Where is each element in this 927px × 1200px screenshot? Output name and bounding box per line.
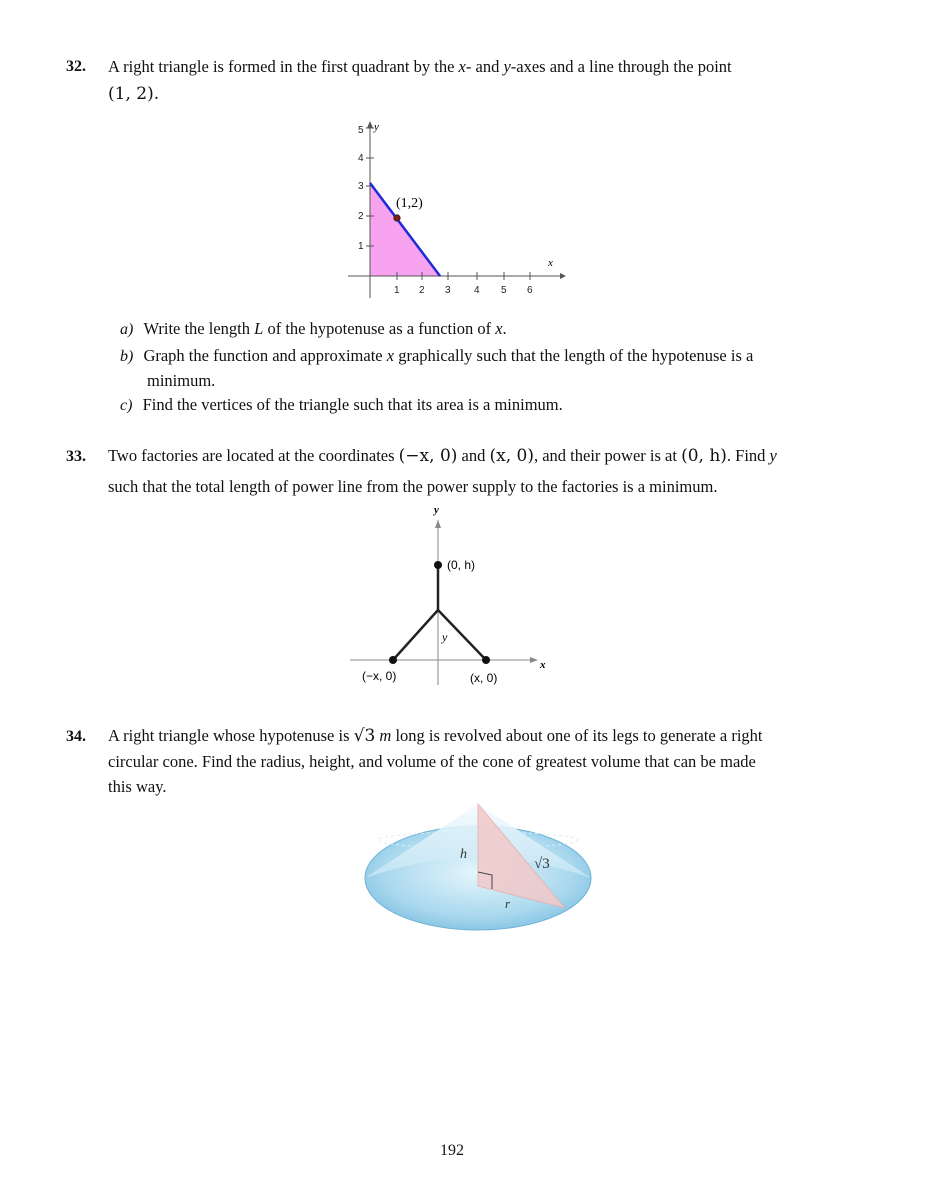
part-b: b) Graph the function and approximate x graphically such that the length of the hypotenuse is a [120, 346, 754, 365]
r-label: r [505, 896, 511, 911]
x-tick-labels [394, 285, 533, 296]
page-number: 192 [440, 1142, 464, 1159]
x-axis-arrow [560, 273, 566, 279]
part-c-label: c) [120, 397, 133, 414]
y-segment-label: y [442, 630, 448, 644]
x-tick-2: 2 [419, 285, 425, 296]
y-tick-3: 3 [358, 181, 364, 192]
part-b-line2: minimum. [147, 371, 216, 390]
hypotenuse-label: √3 [534, 856, 550, 872]
y-axis-arrow [367, 121, 373, 128]
problem-34-number: 34. [66, 728, 86, 745]
y-tick-labels [358, 125, 364, 252]
part-a: a) Write the length L of the hypotenuse as a function of x. [120, 319, 507, 338]
problem-33-figure [340, 500, 560, 695]
x-axis-label: x [540, 659, 546, 671]
problem-33-text: Two factories are located at the coordinates (−x, 0) and (x, 0), and their power is at (0, h). Find y [108, 446, 777, 466]
point-label: (1,2) [396, 196, 423, 211]
point-marker [394, 215, 400, 221]
right-factory-point [482, 656, 490, 664]
x-tick-4: 4 [474, 285, 480, 296]
x-tick-5: 5 [501, 285, 507, 296]
problem-33-line2: such that the total length of power line from the power supply to the factories is a minimum. [108, 477, 718, 496]
left-factory-point [389, 656, 397, 664]
problem-34-figure [360, 798, 600, 948]
x-tick-6: 6 [527, 285, 533, 296]
problem-32-number: 32. [66, 58, 86, 75]
top-label: (0, h) [447, 558, 476, 572]
y-axis-arrow [435, 520, 441, 528]
y-axis-label: y [434, 504, 439, 516]
problem-34-line2: circular cone. Find the radius, height, and volume of the cone of greatest volume that can be made [108, 752, 756, 771]
left-label: (−x, 0) [362, 669, 397, 683]
part-c: c) Find the vertices of the triangle such that its area is a minimum. [120, 395, 563, 414]
y-tick-4: 4 [358, 153, 364, 164]
problem-32-point: (1, 2). [108, 84, 160, 104]
left-line [393, 610, 438, 660]
h-label: h [460, 847, 467, 862]
x-axis-arrow [530, 657, 538, 663]
x-tick-3: 3 [445, 285, 451, 296]
problem-32-figure [340, 118, 570, 308]
problem-32-text: A right triangle is formed in the first quadrant by the x- and y-axes and a line through the point [108, 57, 732, 76]
x-tick-1: 1 [394, 285, 400, 296]
y-tick-2: 2 [358, 211, 364, 222]
power-point [434, 561, 442, 569]
y-tick-5: 5 [358, 125, 364, 136]
part-b-label: b) [120, 348, 134, 365]
problem-33-number: 33. [66, 448, 86, 465]
y-tick-1: 1 [358, 241, 364, 252]
problem-34-text: A right triangle whose hypotenuse is √3 m long is revolved about one of its legs to generate a right [108, 726, 763, 746]
part-a-label: a) [120, 321, 134, 338]
y-axis-label: y [374, 121, 379, 133]
x-axis-label: x [548, 257, 553, 269]
problem-34-line3: this way. [108, 777, 167, 796]
right-label: (x, 0) [470, 671, 498, 685]
